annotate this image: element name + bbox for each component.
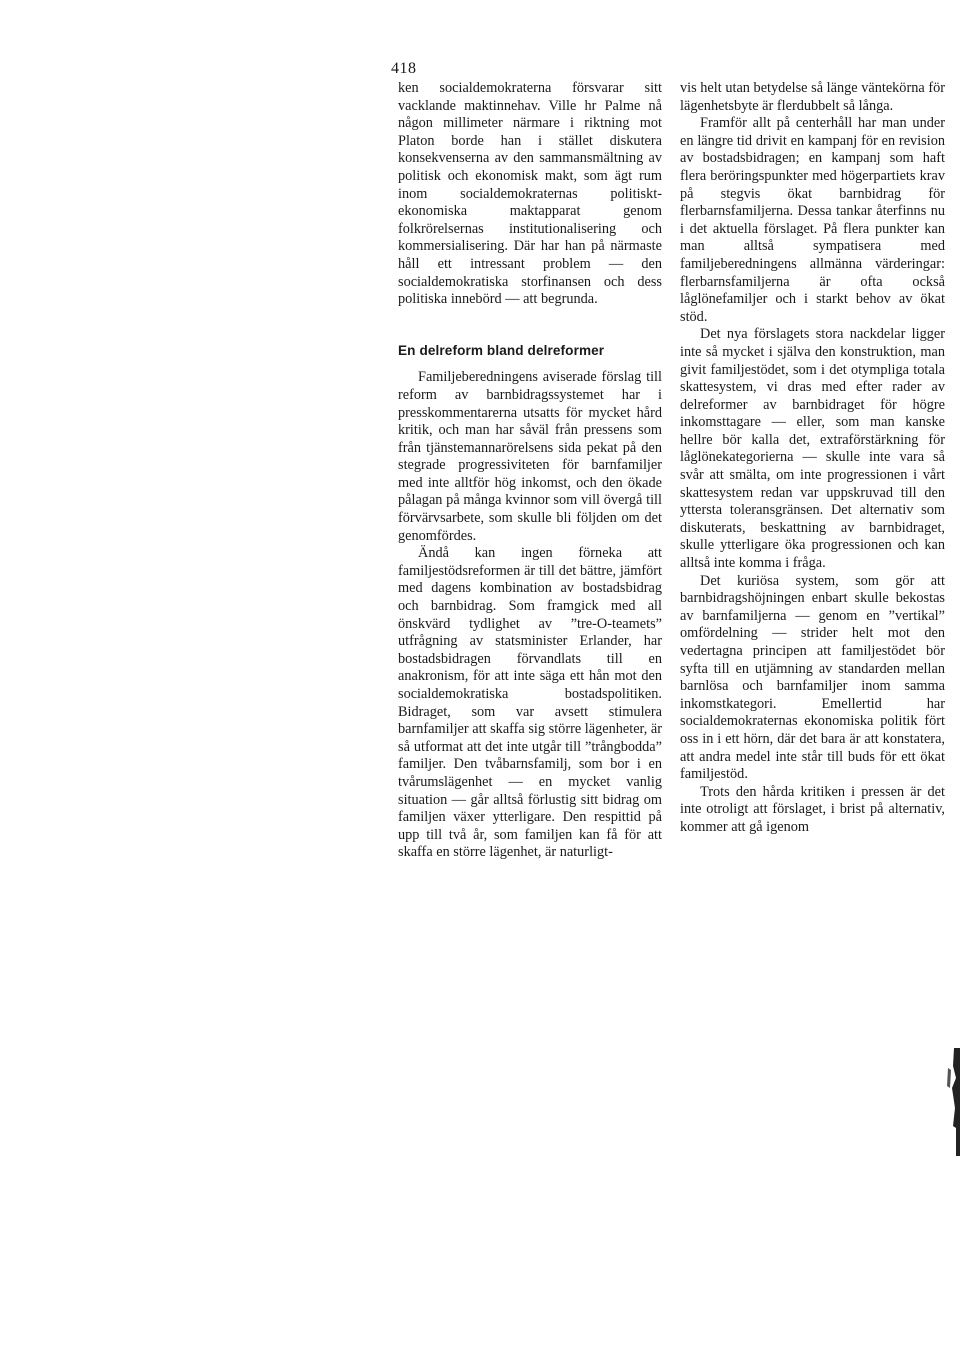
body-paragraph: Ändå kan ingen förneka att familjestödsreformen är till det bättre, jämfört med dagens kombination av bostadsbidrag och barnbidrag. Som framgick med all önskvärd tydlighet av ”tre-O-teamets” utfrågning av statsminister Erlander, har bostadsbidragen förvandlats till en anakronism, för att inte säga ett hån mot den socialdemokratiska bostadspolitiken. Bidraget, som var avsett stimulera barnfamiljer att skaffa sig större lägenheter, är så utformat att det inte utgår till ”trångbodda” familjer. Den tvåbarnsfamilj, som bor i en tvårumslägenhet — en mycket vanlig situation — går alltså förlustig sitt bidrag om familjen växer ytterligare. Den respittid på upp till två år, som familjen kan få för att skaffa en större lägenhet, är naturligt- [398,545,662,861]
body-paragraph: Det nya förslagets stora nackdelar ligger inte så mycket i själva den konstruktion, man givit familjestödet, som i det otympliga totala skattesystem, vi dras med efter rader av delreformer av barnbidraget för högre inkomsttagare — eller, som man kanske hellre bör kalla det, extraförstärkning för låglönekategorierna — skulle inte vara så svår att smälta, om inte progressionen i vårt skattesystem redan var uppskruvad till den yttersta toleransgränsen. Det alternativ som diskuterats, beskattning av barnbidraget, skulle ytterligare öka progressionen och kan alltså inte komma i fråga. [680,326,945,572]
scan-edge-mark [944,1048,960,1156]
page-number: 418 [391,60,417,77]
body-paragraph: Trots den hårda kritiken i pressen är det inte otroligt att förslaget, i brist på alternativ, kommer att gå igenom [680,783,945,835]
body-paragraph: Det kuriösa system, som gör att barnbidragshöjningen enbart skulle bekostas av barnfamiljerna — genom en ”vertikal” omfördelning — strider helt mot den vedertagna principen att familjestödet bör syfta till en utjämning av standarden mellan barnlösa och barnfamiljer inom samma inkomstkategori. Emellertid har socialdemokraternas ekonomiska politik fört oss in i ett hörn, där det bara är att konstatera, att andra medel inte står till buds för ett ökat familjestöd. [680,572,945,783]
left-column [398,80,662,862]
right-column [680,80,945,837]
body-paragraph: Familjeberedningens aviserade förslag till reform av barnbidragssystemet har i presskommentarerna utsatts för mycket hård kritik, och man har såväl från pressens som från tjänstemannarörelsens sida pekat på den stegrade progressiviteten för barnfamiljer med inte alltför hög inkomst, och den ökade pålagan på många kvinnor som vill övergå till förvärvsarbete, som skulle bli följden om det genomfördes. [398,369,662,544]
body-paragraph: Framför allt på centerhåll har man under en längre tid drivit en kampanj för en revision av bostadsbidragen; en kampanj som haft flera beröringspunkter med högerpartiets krav på stegvis ökat barnbidrag för flerbarnsfamiljerna. Dessa tankar återfinns nu i det aktuella förslaget. På flera punkter kan man alltså sympatisera med familjeberedningens allmänna värderingar: flerbarnsfamiljerna är ofta också låglönefamiljer och i starkt behov av ökat stöd. [680,115,945,325]
section-heading: En delreform bland delreformer [398,342,605,358]
intro-paragraph: ken socialdemokraterna försvarar sitt vacklande maktinnehav. Ville hr Palme nå någon millimeter närmare i riktning mot Platon borde han i stället diskutera konsekvenserna av den sammansmältning av politisk och ekonomisk makt, som ägt rum inom socialdemokraternas politiskt-ekonomiska maktapparat genom folkrörelsernas institutionalisering och kommersialisering. Där har han på närmaste håll ett intressant problem — den socialdemokratiska storfinansen och dess politiska innebörd — att begrunda. [398,80,662,308]
body-paragraph: vis helt utan betydelse så länge väntekörna för lägenhetsbyte är flerdubbelt så långa. [680,80,945,114]
